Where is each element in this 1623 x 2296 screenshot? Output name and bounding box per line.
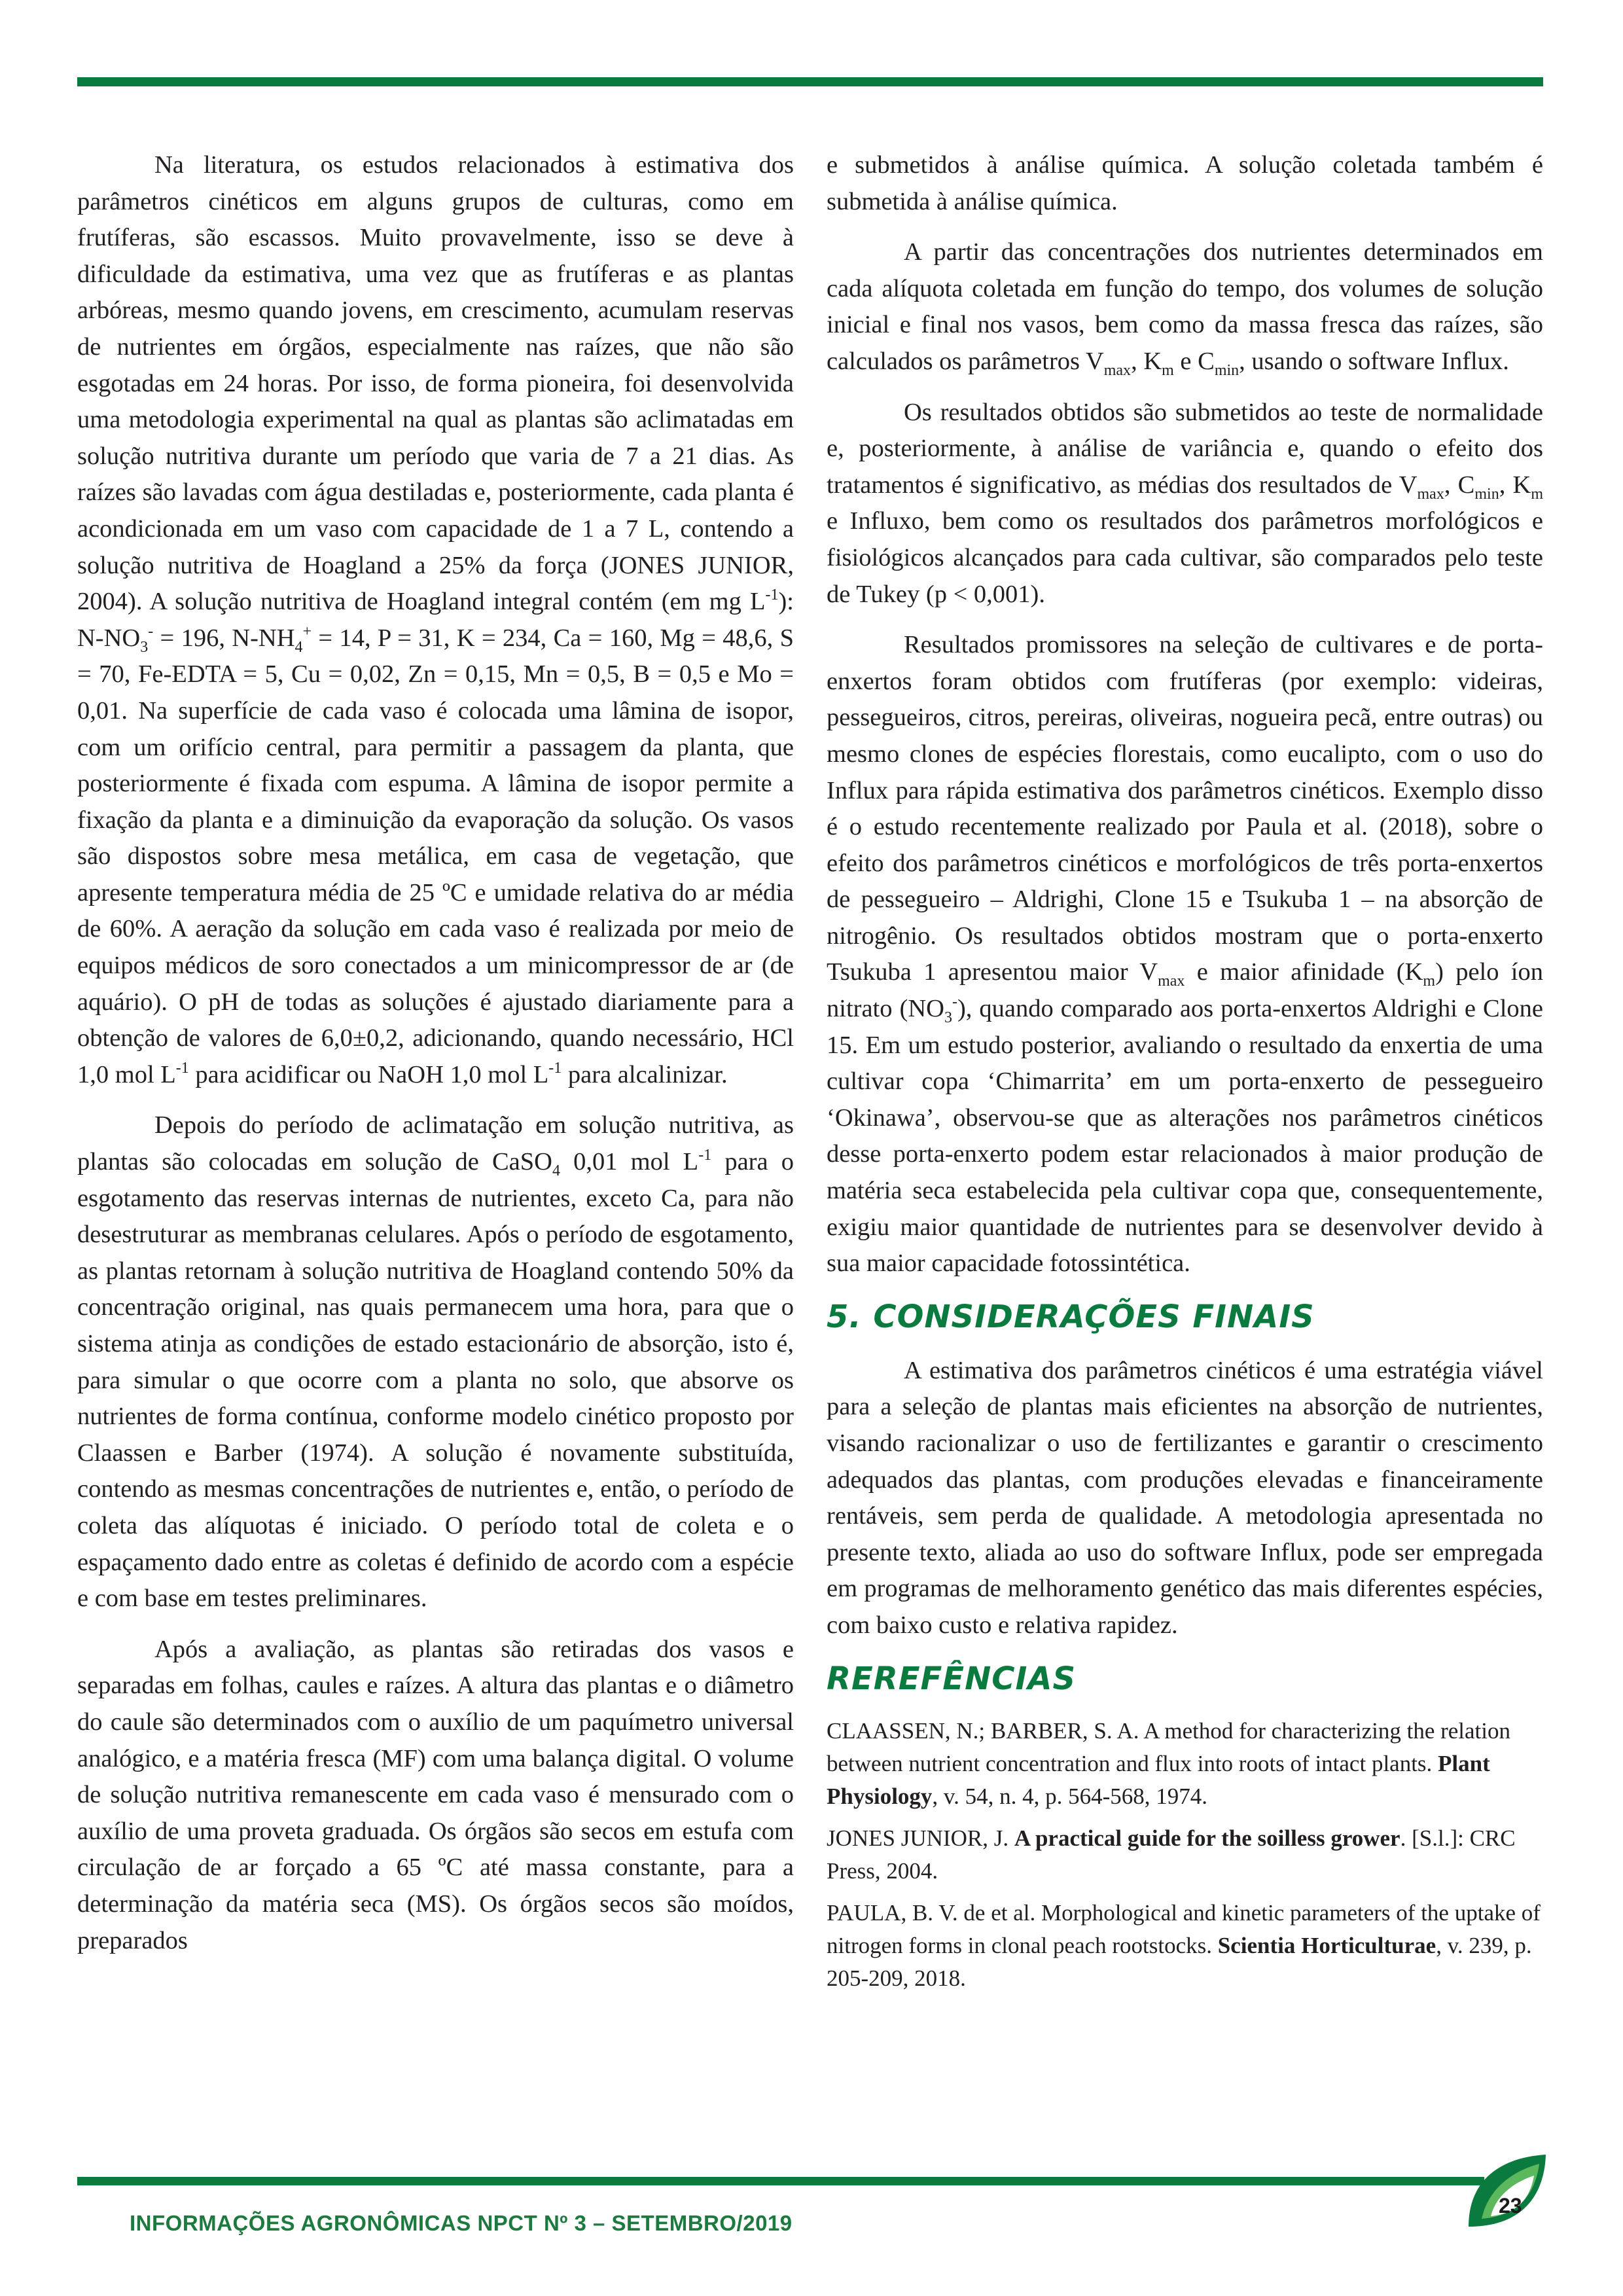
paragraph: Depois do período de aclimatação em solução nutritiva, as plantas são colocadas em solução de CaSO$_4$ 0,01 mol $L^{-1}$ para o esgotamento das reservas internas de nutrientes, exceto Ca, para não desestruturar as membranas celulares. Após o período de esgotamento, as plantas retornam à solução nutritiva de Hoagland contendo 50% da concentração original, nas quais permanecem uma hora, para que o sistema atinja as condições de estado estacionário de absorção, isto é, para simular o que ocorre com a planta no solo, que absorve os nutrientes de forma contínua, conforme modelo cinético proposto por Claassen e Barber (1974). A solução é novamente substituída, contendo as mesmas concentrações de nutrientes e, então, o período de coleta das alíquotas é iniciado. O período total de coleta e o espaçamento dado entre as coletas é definido de acordo com a espécie e com base em testes preliminares.: [77, 1111, 794, 1613]
footer-rule: [77, 2177, 1484, 2185]
paragraph: Os resultados obtidos são submetidos ao teste de normalidade e, posteriormente, à análise de variância e, quando o efeito dos tratamentos é significativo, as médias dos resultados de $V_{max}$, $C_{min}$, $K_m$ e Influxo, bem como os resultados dos parâmetros morfológicos e fisiológicos alcançados para cada cultivar, são comparados pelo teste de Tukey (p < 0,001).: [827, 398, 1544, 608]
journal-footer: INFORMAÇÕES AGRONÔMICAS NPCT Nº 3 – SETEMBRO/2019: [130, 2211, 793, 2235]
references-heading: REREFÊNCIAS: [827, 1660, 1077, 1697]
paragraph: A partir das concentrações dos nutrientes determinados em cada alíquota coletada em função do tempo, dos volumes de solução inicial e final nos vasos, bem como da massa fresca das raízes, são calculados os parâmetros $V_{max}$, $K_m$ e $C_{min}$, usando o software Influx.: [827, 238, 1543, 379]
header-rule: [77, 77, 1543, 86]
reference-list: [827, 1715, 1543, 1995]
reference-item: PAULA, B. V. de et al. Morphological and kinetic parameters of the uptake of nitrogen forms in clonal peach rootstocks. Scientia Horticulturae, v. 239, p. 205-209, 2018.: [827, 1899, 1541, 1991]
paragraph: Na literatura, os estudos relacionados à estimativa dos parâmetros cinéticos em alguns grupos de culturas, como em frutíferas, são escassos. Muito provavelmente, isso se deve à dificuldade da estimativa, uma vez que as frutíferas e as plantas arbóreas, mesmo quando jovens, em crescimento, acumulam reservas de nutrientes em órgãos, especialmente nas raízes, que não são esgotadas em 24 horas. Por isso, de forma pioneira, foi desenvolvida uma metodologia experimental na qual as plantas são aclimatadas em solução nutritiva durante um período que varia de 7 a 21 dias. As raízes são lavadas com água destiladas e, posteriormente, cada planta é acondicionada em um vaso com capacidade de 1 a 7 L, contendo a solução nutritiva de Hoagland a 25% da força (JONES JUNIOR, 2004). A solução nutritiva de Hoagland integral contém (em mg $L^{-1}$): $N-NO_3^- = 196$, $N-NH_4^+ = 14$, P = 31, K = 234, Ca = 160, Mg = 48,6, S = 70, Fe-EDTA = 5, Cu = 0,02, Zn = 0,15, Mn = 0,5, B = 0,5 e Mo = 0,01. Na superfície de cada vaso é colocada uma lâmina de isopor, com um orifício central, para permitir a passagem da planta, que posteriormente é fixada com espuma. A lâmina de isopor permite a fixação da planta e a diminuição da evaporação da solução. Os vasos são dispostos sobre mesa metálica, em casa de vegetação, que apresente temperatura média de 25 ºC e umidade relativa do ar média de 60%. A aeração da solução em cada vaso é realizada por meio de equipos médicos de soro conectados a um minicompressor de ar (de aquário). O pH de todas as soluções é ajustado diariamente para a obtenção de valores de 6,0±0,2, adicionando, quando necessário, HCl 1,0 mol $L^{-1}$ para acidificar ou NaOH 1,0 mol $L^{-1}$ para alcalinizar.: [77, 151, 794, 1088]
reference-item: JONES JUNIOR, J. A practical guide for the soilless grower. [S.l.]: CRC Press, 2004.: [827, 1825, 1516, 1884]
paragraph: e submetidos à análise química. A solução coletada também é submetida à análise química.: [827, 151, 1543, 215]
page-number: 23: [1499, 2194, 1522, 2217]
reference-item: CLAASSEN, N.; BARBER, S. A. A method for characterizing the relation between nutrient concentration and flux into roots of intact plants. Plant Physiology, v. 54, n. 4, p. 564-568, 1974.: [827, 1717, 1511, 1809]
paragraph: Resultados promissores na seleção de cultivares e de porta-enxertos foram obtidos com frutíferas (por exemplo: videiras, pessegueiros, citros, pereiras, oliveiras, nogueira pecã, entre outras) ou mesmo clones de espécies florestais, como eucalipto, com o uso do Influx para rápida estimativa dos parâmetros cinéticos. Exemplo disso é o estudo recentemente realizado por Paula et al. (2018), sobre o efeito dos parâmetros cinéticos e morfológicos de três porta-enxertos de pessegueiro – Aldrighi, Clone 15 e Tsukuba 1 – na absorção de nitrogênio. Os resultados obtidos mostram que o porta-enxerto Tsukuba 1 apresentou maior $V_{max}$ e maior afinidade $(K_m)$ pelo íon nitrato $(NO_3^-)$, quando comparado aos porta-enxertos Aldrighi e Clone 15. Em um estudo posterior, avaliando o resultado da enxertia de uma cultivar copa ‘Chimarrita’ em um porta-enxerto de pessegueiro ‘Okinawa’, observou-se que as alterações nos parâmetros cinéticos desse porta-enxerto podem estar relacionados à maior produção de matéria seca estabelecida pela cultivar copa que, consequentemente, exigiu maior quantidade de nutrientes para se desenvolver devido à sua maior capacidade fotossintética.: [827, 631, 1544, 1278]
paragraph: Após a avaliação, as plantas são retiradas dos vasos e separadas em folhas, caules e raízes. A altura das plantas e o diâmetro do caule são determinados com o auxílio de um paquímetro universal analógico, e a matéria fresca (MF) com uma balança digital. O volume de solução nutritiva remanescente em cada vaso é mensurado com o auxílio de uma proveta graduada. Os órgãos são secos em estufa com circulação de ar forçado a 65 ºC até massa constante, para a determinação da matéria seca (MS). Os órgãos secos são moídos, preparados: [77, 1635, 794, 1954]
left-column: [77, 147, 794, 1973]
right-column: [827, 147, 1543, 2004]
section-heading: 5. CONSIDERAÇÕES FINAIS: [827, 1298, 1315, 1335]
paragraph: A estimativa dos parâmetros cinéticos é uma estratégia viável para a seleção de plantas mais eficientes na absorção de nutrientes, visando racionalizar o uso de fertilizantes e garantir o crescimento adequados das plantas, com produções elevadas e financeiramente rentáveis, sem perda de qualidade. A metodologia apresentada no presente texto, aliada ao uso do software Influx, pode ser empregada em programas de melhoramento genético das mais diferentes espécies, com baixo custo e relativa rapidez.: [827, 1356, 1543, 1639]
